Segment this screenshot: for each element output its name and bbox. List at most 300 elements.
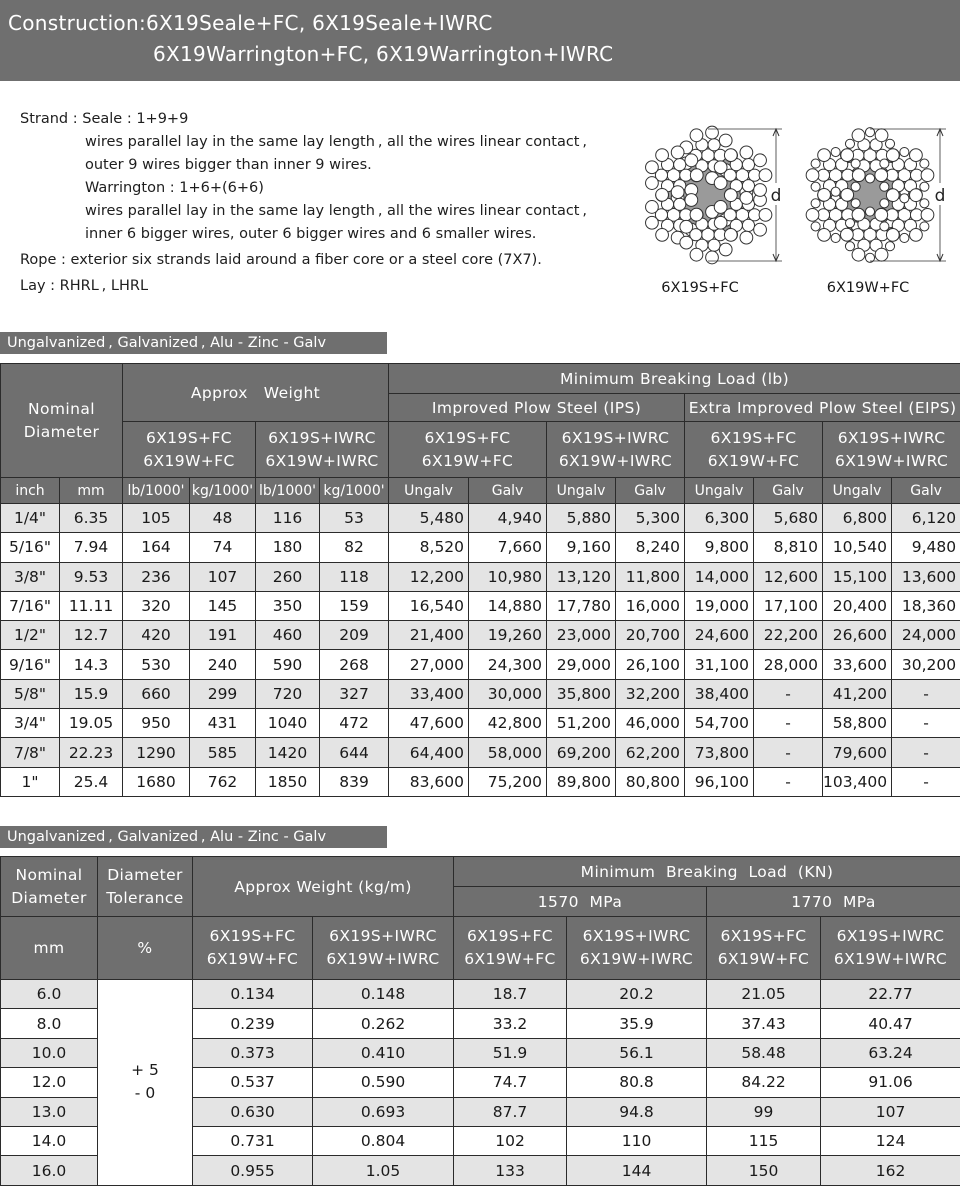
- construction-types-2: 6X19Warrington+FC, 6X19Warrington+IWRC: [153, 42, 614, 66]
- construction-warrington-label: 6X19W+IWRC: [833, 950, 948, 968]
- wire: [865, 174, 874, 183]
- wire: [900, 194, 909, 203]
- wire: [920, 199, 929, 208]
- table-cell: 17,780: [547, 591, 616, 620]
- construction-header-iwrc: [313, 917, 454, 980]
- unit-header: Galv: [616, 478, 685, 504]
- warrington-description-1: wires parallel lay in the same lay length , all the wires linear contact ,: [85, 203, 587, 219]
- wire: [708, 239, 720, 251]
- table-cell: 236: [123, 562, 190, 591]
- table-cell: 4,940: [469, 504, 547, 533]
- table-cell: 11.11: [60, 591, 123, 620]
- table-cell: 5/8": [1, 679, 60, 708]
- table-cell: 103,400: [823, 767, 892, 796]
- table-cell: 33,400: [389, 679, 469, 708]
- table-cell: 115: [707, 1126, 821, 1155]
- table-cell: 3/4": [1, 709, 60, 738]
- seale-description-2: outer 9 wires bigger than inner 9 wires.: [85, 157, 372, 173]
- table-cell: 1290: [123, 738, 190, 767]
- wire: [680, 236, 693, 249]
- table-cell: -: [754, 679, 823, 708]
- table-cell: 5,680: [754, 504, 823, 533]
- table-cell: 14.0: [1, 1126, 98, 1155]
- table-cell: 0.693: [313, 1097, 454, 1126]
- table-cell: 17,100: [754, 591, 823, 620]
- table-cell: 420: [123, 621, 190, 650]
- wire: [811, 199, 820, 208]
- table-cell: 16.0: [1, 1156, 98, 1185]
- table-cell: 26,100: [616, 650, 685, 679]
- table-cell: 102: [454, 1126, 567, 1155]
- construction-warrington-label: 6X19W+FC: [707, 451, 800, 470]
- table-cell: 107: [190, 562, 256, 591]
- table-cell: 5,880: [547, 504, 616, 533]
- table-cell: 11,800: [616, 562, 685, 591]
- table-cell: 1850: [256, 767, 320, 796]
- construction-colon: :: [138, 11, 146, 35]
- construction-warrington-label: 6X19W+FC: [421, 451, 514, 470]
- wire: [845, 139, 854, 148]
- strand-seale-line: Strand : Seale : 1+9+9: [20, 111, 189, 127]
- table-row: [1, 767, 960, 796]
- table-cell: 1680: [123, 767, 190, 796]
- table-cell: 327: [320, 679, 389, 708]
- rope-cross-section-seale-icon: [640, 122, 810, 272]
- wire: [714, 216, 727, 229]
- wire: [690, 208, 703, 221]
- table-cell: 28,000: [754, 650, 823, 679]
- wire: [685, 194, 698, 207]
- construction-header-fc: [193, 917, 313, 980]
- table-cell: 12,600: [754, 562, 823, 591]
- wire: [818, 228, 831, 241]
- construction-seale-label: 6X19S+IWRC: [329, 927, 437, 945]
- wire: [754, 223, 767, 236]
- wire: [706, 126, 719, 139]
- table-cell: 180: [256, 533, 320, 562]
- table-row: [1, 533, 960, 562]
- min-breaking-load-header: Minimum Breaking Load (lb): [389, 364, 960, 394]
- table-cell: 62,200: [616, 738, 685, 767]
- table-cell: 51,200: [547, 709, 616, 738]
- dimension-label: d: [770, 186, 782, 206]
- diagram-caption-seale: 6X19S+FC: [661, 280, 739, 296]
- table-cell: 27,000: [389, 650, 469, 679]
- dimension-label: d: [934, 186, 946, 206]
- breaking-load-lb-table: [0, 363, 960, 797]
- table-cell: 145: [190, 591, 256, 620]
- unit-header: kg/1000': [190, 478, 256, 504]
- wire: [811, 182, 820, 191]
- construction-header-weight-fc: [123, 422, 256, 478]
- wire: [674, 159, 686, 171]
- table-cell: 40.47: [821, 1009, 960, 1038]
- table-cell: 9,800: [685, 533, 754, 562]
- table-cell: 13.0: [1, 1097, 98, 1126]
- table-cell: 9.53: [60, 562, 123, 591]
- table-cell: 530: [123, 650, 190, 679]
- rope-text: exterior six strands laid around a fiber core or a steel core (7X7).: [70, 252, 542, 268]
- wire: [671, 146, 684, 159]
- grade-1770-header: 1770 MPa: [707, 887, 960, 917]
- table-cell: 9,480: [892, 533, 960, 562]
- table-cell: 0.537: [193, 1068, 313, 1097]
- construction-warrington-label: 6X19W+FC: [464, 950, 556, 968]
- table-cell: 22.77: [821, 980, 960, 1009]
- construction-warrington-label: 6X19W+IWRC: [834, 451, 949, 470]
- ips-header: Improved Plow Steel (IPS): [389, 394, 685, 422]
- table-cell: 37.43: [707, 1009, 821, 1038]
- table-cell: 472: [320, 709, 389, 738]
- table-cell: 7,660: [469, 533, 547, 562]
- wire: [875, 248, 888, 261]
- construction-warrington-label: 6X19W+FC: [143, 451, 235, 470]
- diameter-tolerance-label: Diameter Tolerance: [106, 865, 184, 907]
- table-cell: 240: [190, 650, 256, 679]
- table-cell: 1/2": [1, 621, 60, 650]
- warrington-label: Warrington: [85, 180, 166, 196]
- table-cell: 24,000: [892, 621, 960, 650]
- wire: [851, 159, 860, 168]
- table-cell: 1": [1, 767, 60, 796]
- finish-band-2: Ungalvanized , Galvanized , Alu - Zinc - Galv: [0, 826, 387, 848]
- wire: [841, 149, 854, 162]
- table-cell: 431: [190, 709, 256, 738]
- unit-header: mm: [60, 478, 123, 504]
- construction-label: Construction: [8, 11, 139, 35]
- seale-pattern: 1+9+9: [136, 111, 189, 127]
- wire: [920, 222, 929, 231]
- table-cell: 69,200: [547, 738, 616, 767]
- wire: [646, 161, 659, 174]
- table-cell: 74: [190, 533, 256, 562]
- construction-seale-label: 6X19S+FC: [720, 927, 807, 945]
- rope-label: Rope: [20, 252, 57, 268]
- table-cell: 58,000: [469, 738, 547, 767]
- table-cell: 159: [320, 591, 389, 620]
- eips-header: Extra Improved Plow Steel (EIPS): [685, 394, 960, 422]
- wire: [845, 242, 854, 251]
- table-cell: 133: [454, 1156, 567, 1185]
- table-cell: 30,000: [469, 679, 547, 708]
- table-cell: 31,100: [685, 650, 754, 679]
- warrington-pattern: 1+6+(6+6): [179, 180, 264, 196]
- table-cell: 63.24: [821, 1038, 960, 1067]
- construction-warrington-label: 6X19W+IWRC: [326, 950, 440, 968]
- seale-label: Seale: [82, 111, 123, 127]
- unit-header: lb/1000': [123, 478, 190, 504]
- table-cell: 590: [256, 650, 320, 679]
- table-cell: 12.7: [60, 621, 123, 650]
- wire: [708, 139, 720, 151]
- construction-warrington-label: 6X19W+FC: [717, 950, 810, 968]
- table-cell: 16,540: [389, 591, 469, 620]
- table-cell: 51.9: [454, 1038, 567, 1067]
- table-cell: 74.7: [454, 1068, 567, 1097]
- unit-header: kg/1000': [320, 478, 389, 504]
- construction-seale-label: 6X19S+FC: [209, 927, 296, 945]
- table-cell: 99: [707, 1097, 821, 1126]
- unit-header: Ungalv: [685, 478, 754, 504]
- table-row: [1, 591, 960, 620]
- table-cell: 350: [256, 591, 320, 620]
- construction-header-fc: [707, 917, 821, 980]
- construction-seale-label: 6X19S+IWRC: [582, 927, 691, 945]
- construction-line-1: [8, 11, 493, 35]
- construction-header-ips-iwrc: [547, 422, 685, 478]
- table-cell: 94.8: [567, 1097, 707, 1126]
- table-cell: 19,000: [685, 591, 754, 620]
- wire: [646, 201, 659, 214]
- wire: [875, 129, 888, 142]
- wire: [920, 159, 929, 168]
- construction-seale-label: 6X19S+IWRC: [268, 428, 376, 447]
- wire: [690, 169, 703, 182]
- table-cell: 24,300: [469, 650, 547, 679]
- table-cell: 0.373: [193, 1038, 313, 1067]
- wire: [910, 228, 923, 241]
- table-cell: 79,600: [823, 738, 892, 767]
- table-cell: 660: [123, 679, 190, 708]
- wire: [754, 154, 767, 167]
- table-cell: 0.148: [313, 980, 454, 1009]
- warrington-line: Warrington : 1+6+(6+6): [85, 180, 264, 196]
- construction-seale-label: 6X19S+IWRC: [561, 428, 670, 447]
- table-cell: 15,100: [823, 562, 892, 591]
- construction-header-weight-iwrc: [256, 422, 389, 478]
- table-cell: 8,240: [616, 533, 685, 562]
- table-cell: 19,260: [469, 621, 547, 650]
- wire: [831, 233, 840, 242]
- table-cell: 150: [707, 1156, 821, 1185]
- table-cell: 96,100: [685, 767, 754, 796]
- table-cell: 0.955: [193, 1156, 313, 1185]
- finish-band-1: Ungalvanized , Galvanized , Alu - Zinc - Galv: [0, 332, 387, 354]
- table-cell: 47,600: [389, 709, 469, 738]
- warrington-description-2: inner 6 bigger wires, outer 6 bigger wires and 6 smaller wires.: [85, 226, 537, 242]
- table-cell: 30,200: [892, 650, 960, 679]
- table-cell: 35.9: [567, 1009, 707, 1038]
- table-cell: -: [754, 738, 823, 767]
- wire: [754, 184, 767, 197]
- construction-warrington-label: 6X19W+IWRC: [579, 950, 694, 968]
- tolerance-plus: + 5: [131, 1061, 159, 1080]
- table-cell: 107: [821, 1097, 960, 1126]
- wire: [865, 207, 874, 216]
- table-cell: -: [892, 709, 960, 738]
- wire: [852, 169, 865, 182]
- wire: [685, 154, 698, 167]
- table-cell: 260: [256, 562, 320, 591]
- wire: [646, 177, 659, 190]
- lay-line: Lay : RHRL , LHRL: [20, 278, 149, 294]
- wire: [886, 149, 899, 162]
- table-cell: 25.4: [60, 767, 123, 796]
- table-cell: 80.8: [567, 1068, 707, 1097]
- construction-seale-label: 6X19S+FC: [710, 428, 797, 447]
- wire: [851, 199, 860, 208]
- unit-header: lb/1000': [256, 478, 320, 504]
- wire: [880, 159, 889, 168]
- wire: [806, 169, 819, 182]
- wire: [886, 189, 899, 202]
- table-cell: 209: [320, 621, 389, 650]
- table-cell: 0.731: [193, 1126, 313, 1155]
- table-cell: 762: [190, 767, 256, 796]
- table-cell: 91.06: [821, 1068, 960, 1097]
- table-cell: 20.2: [567, 980, 707, 1009]
- wire: [818, 149, 831, 162]
- wire: [719, 134, 732, 147]
- table-cell: 12.0: [1, 1068, 98, 1097]
- table-cell: 21.05: [707, 980, 821, 1009]
- table-cell: 33.2: [454, 1009, 567, 1038]
- construction-header-iwrc: [567, 917, 707, 980]
- table-cell: 58.48: [707, 1038, 821, 1067]
- table-cell: 20,400: [823, 591, 892, 620]
- table-cell: 6,800: [823, 504, 892, 533]
- table-cell: 12,200: [389, 562, 469, 591]
- table-row: [1, 650, 960, 679]
- wire: [742, 219, 754, 231]
- unit-mm-header: mm: [1, 917, 98, 980]
- table-cell: 144: [567, 1156, 707, 1185]
- table-cell: 23,000: [547, 621, 616, 650]
- table-cell: 58,800: [823, 709, 892, 738]
- wire: [852, 129, 865, 142]
- table-cell: 124: [821, 1126, 960, 1155]
- table-cell: 5,480: [389, 504, 469, 533]
- wire: [759, 169, 772, 182]
- wire: [724, 149, 737, 162]
- table-cell: 20,700: [616, 621, 685, 650]
- construction-seale-label: 6X19S+FC: [146, 428, 232, 447]
- construction-header-ips-fc: [389, 422, 547, 478]
- table-cell: 3/8": [1, 562, 60, 591]
- table-cell: -: [892, 679, 960, 708]
- table-cell: 89,800: [547, 767, 616, 796]
- table-cell: 1/4": [1, 504, 60, 533]
- table-cell: 14.3: [60, 650, 123, 679]
- table-cell: 10,980: [469, 562, 547, 591]
- wire: [900, 147, 909, 156]
- wire: [875, 169, 888, 182]
- wire: [742, 159, 754, 171]
- nominal-diameter-label-2: Nominal Diameter: [11, 865, 87, 907]
- table-cell: 7.94: [60, 533, 123, 562]
- table-cell: 35,800: [547, 679, 616, 708]
- wire: [706, 251, 719, 264]
- table-cell: 5,300: [616, 504, 685, 533]
- table-row: [1, 738, 960, 767]
- table-cell: 0.630: [193, 1097, 313, 1126]
- wire: [714, 201, 727, 214]
- wire: [910, 189, 923, 202]
- table-cell: 16,000: [616, 591, 685, 620]
- wire: [671, 186, 684, 199]
- unit-header: Ungalv: [389, 478, 469, 504]
- wire: [875, 208, 888, 221]
- wire: [831, 187, 840, 196]
- table-cell: 56.1: [567, 1038, 707, 1067]
- table-cell: 299: [190, 679, 256, 708]
- table-cell: 75,200: [469, 767, 547, 796]
- unit-header: Ungalv: [547, 478, 616, 504]
- table-cell: 41,200: [823, 679, 892, 708]
- table-cell: 1.05: [313, 1156, 454, 1185]
- table-cell: 585: [190, 738, 256, 767]
- tolerance-minus: - 0: [134, 1084, 156, 1103]
- table-cell: 83,600: [389, 767, 469, 796]
- wire: [880, 199, 889, 208]
- wire: [885, 139, 894, 148]
- wire: [910, 149, 923, 162]
- table-cell: 53: [320, 504, 389, 533]
- construction-warrington-label: 6X19W+IWRC: [558, 451, 673, 470]
- table-cell: 22,200: [754, 621, 823, 650]
- table-cell: 73,800: [685, 738, 754, 767]
- min-breaking-load-kn-header: Minimum Breaking Load (KN): [454, 857, 960, 887]
- wire: [831, 147, 840, 156]
- wire: [921, 169, 934, 182]
- table-cell: -: [892, 767, 960, 796]
- table-cell: 18.7: [454, 980, 567, 1009]
- table-cell: 13,600: [892, 562, 960, 591]
- table-cell: 10.0: [1, 1038, 98, 1067]
- wire: [680, 220, 693, 233]
- construction-seale-label: 6X19S+IWRC: [836, 927, 945, 945]
- wire: [646, 216, 659, 229]
- wire: [921, 208, 934, 221]
- wire: [811, 222, 820, 231]
- construction-header-fc: [454, 917, 567, 980]
- table-cell: 0.590: [313, 1068, 454, 1097]
- unit-header: Galv: [469, 478, 547, 504]
- unit-header: Galv: [754, 478, 823, 504]
- wire: [656, 149, 669, 162]
- table-cell: 14,880: [469, 591, 547, 620]
- table-cell: 33,600: [823, 650, 892, 679]
- construction-header: [0, 0, 960, 81]
- wire: [880, 182, 889, 191]
- table-cell: 22.23: [60, 738, 123, 767]
- wire: [690, 248, 703, 261]
- wire: [811, 159, 820, 168]
- rope-cross-section-warrington-icon: [800, 122, 960, 272]
- table-cell: 7/16": [1, 591, 60, 620]
- diameter-tolerance-header: [98, 857, 193, 917]
- table-cell: 839: [320, 767, 389, 796]
- table-cell: 460: [256, 621, 320, 650]
- table-cell: 42,800: [469, 709, 547, 738]
- wire: [806, 208, 819, 221]
- construction-seale-label: 6X19S+FC: [424, 428, 511, 447]
- approx-weight-header: Approx Weight: [123, 364, 389, 422]
- table-cell: 950: [123, 709, 190, 738]
- table-cell: 6.35: [60, 504, 123, 533]
- wire: [740, 231, 753, 244]
- wire: [690, 129, 703, 142]
- table-cell: 191: [190, 621, 256, 650]
- table-cell: 0.134: [193, 980, 313, 1009]
- table-cell: 82: [320, 533, 389, 562]
- table-cell: 21,400: [389, 621, 469, 650]
- wire: [656, 188, 669, 201]
- wire: [724, 189, 737, 202]
- table-cell: 164: [123, 533, 190, 562]
- table-cell: 9/16": [1, 650, 60, 679]
- wire: [920, 182, 929, 191]
